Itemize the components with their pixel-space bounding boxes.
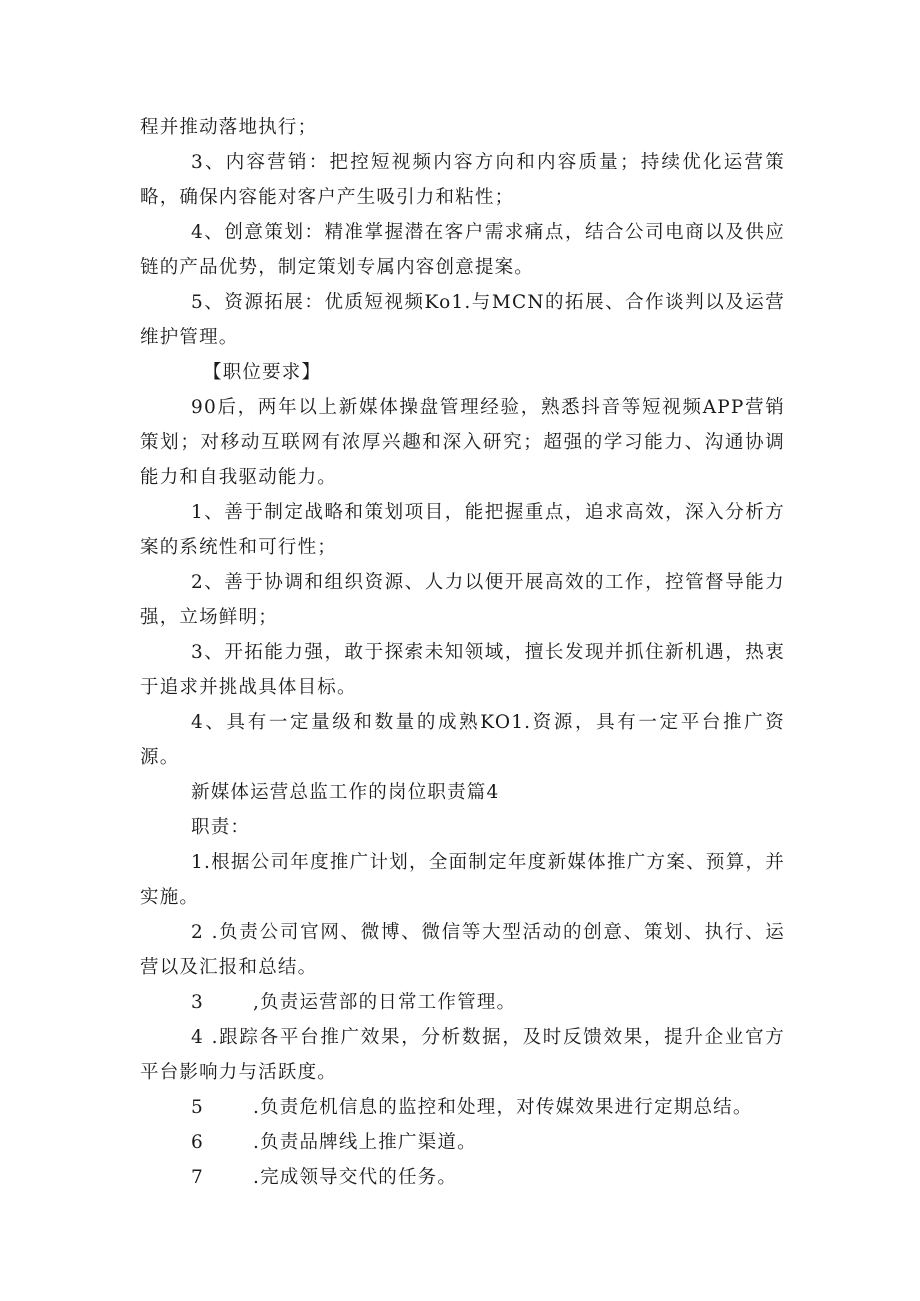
item-text: .负责危机信息的监控和处理，对传媒效果进行定期总结。 [253, 1097, 753, 1118]
paragraph: 90后，两年以上新媒体操盘管理经验，熟悉抖音等短视频APP营销策划；对移动互联网有浓厚兴趣和深入研究；超强的学习能力、沟通协调能力和自我驱动能力。 [140, 397, 785, 488]
paragraph: 4、创意策划：精准掌握潜在客户需求痛点，结合公司电商以及供应链的产品优势，制定策划专属内容创意提案。 [140, 222, 785, 278]
document-body [140, 110, 785, 1195]
paragraph: 3、内容营销：把控短视频内容方向和内容质量；持续优化运营策略，确保内容能对客户产生吸引力和粘性； [140, 152, 785, 208]
section-title: 新媒体运营总监工作的岗位职责篇4 [191, 782, 500, 803]
item-number: 7 [191, 1167, 204, 1188]
item-number: 6 [191, 1132, 204, 1153]
item-number: 3 [191, 992, 204, 1013]
numbered-item [140, 1125, 785, 1160]
item-text: ,负责运营部的日常工作管理。 [253, 992, 517, 1013]
item-text: .完成领导交代的任务。 [253, 1167, 458, 1188]
paragraph: 3、开拓能力强，敢于探索未知领域，擅长发现并抓住新机遇，热衷于追求并挑战具体目标。 [140, 642, 785, 698]
numbered-item [140, 985, 785, 1020]
paragraph: 4、具有一定量级和数量的成熟KO1.资源，具有一定平台推广资源。 [140, 712, 785, 768]
paragraph: 5、资源拓展：优质短视频Ko1.与MCN的拓展、合作谈判以及运营维护管理。 [140, 292, 785, 348]
numbered-item [140, 1160, 785, 1195]
paragraph: 2、善于协调和组织资源、人力以便开展高效的工作，控管督导能力强，立场鲜明； [140, 572, 785, 628]
item-number: 5 [191, 1097, 204, 1118]
paragraph: 程并推动落地执行； [140, 117, 318, 138]
paragraph: 1.根据公司年度推广计划，全面制定年度新媒体推广方案、预算，并实施。 [140, 852, 785, 908]
section-heading: 【职位要求】 [203, 362, 322, 383]
paragraph: 1、善于制定战略和策划项目，能把握重点，追求高效，深入分析方案的系统性和可行性； [140, 502, 785, 558]
paragraph: 2 .负责公司官网、微博、微信等大型活动的创意、策划、执行、运营以及汇报和总结。 [140, 922, 785, 978]
numbered-item [140, 1090, 785, 1125]
paragraph: 4 .跟踪各平台推广效果，分析数据，及时反馈效果，提升企业官方平台影响力与活跃度。 [140, 1027, 785, 1083]
section-label: 职责： [191, 817, 251, 838]
item-text: .负责品牌线上推广渠道。 [253, 1132, 477, 1153]
